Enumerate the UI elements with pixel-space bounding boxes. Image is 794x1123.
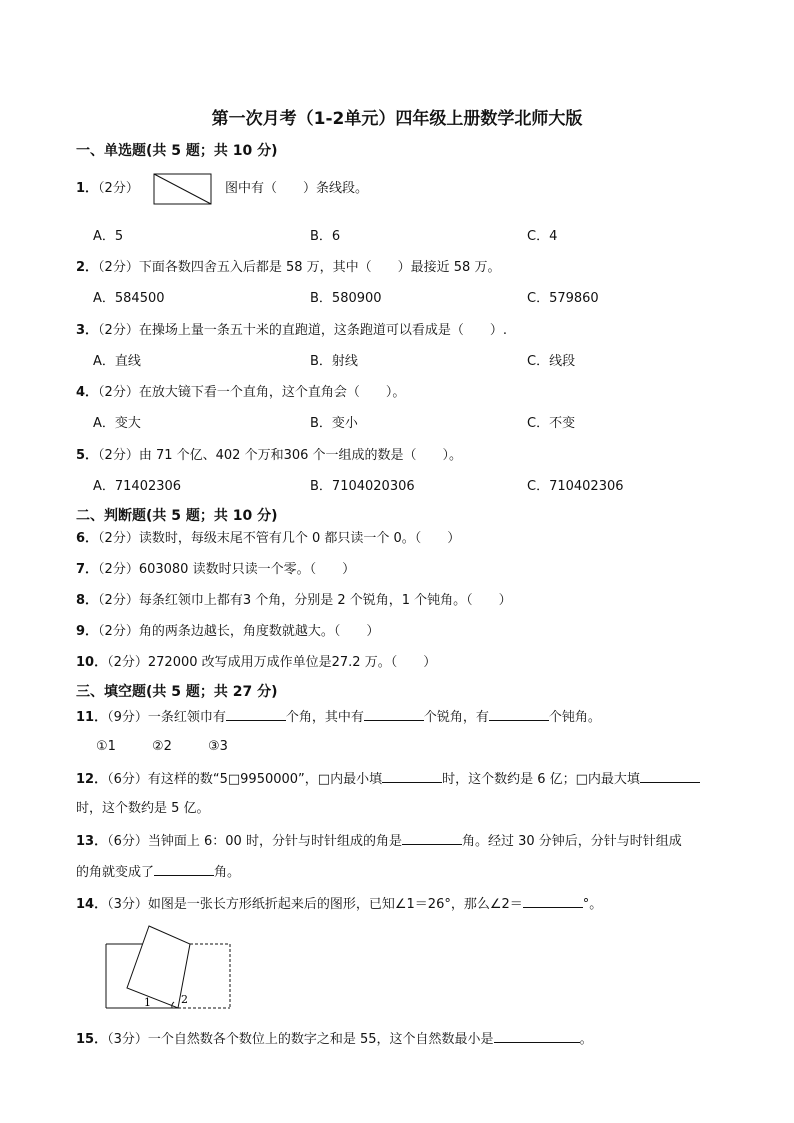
question-2: [76, 258, 500, 278]
section-heading-true-false: 二、判断题(共 5 题；共 10 分): [76, 508, 278, 524]
question-number: 10．: [76, 655, 108, 670]
q3-option-c[interactable]: C．线段: [527, 354, 576, 369]
question-text: 在放大镜下看一个直角，这个直角会（ ）。: [138, 385, 406, 400]
question-1-text: 图中有（ ）条线段。: [225, 181, 369, 196]
question-score: （2分）: [98, 260, 139, 275]
q3-option-b[interactable]: B．射线: [310, 354, 358, 369]
question-text: 一条红领巾有: [147, 710, 226, 725]
question-10: [76, 653, 436, 673]
question-4: [76, 383, 405, 403]
question-text: 。: [579, 1032, 593, 1047]
answer-blank[interactable]: [494, 1028, 580, 1043]
question-12-continued: 时，这个数约是 5 亿。: [76, 801, 210, 816]
question-number: 6．: [76, 531, 99, 546]
question-13: [76, 830, 682, 852]
question-text: 如图是一张长方形纸折起来后的图形，已知∠1＝26°，那么∠2＝: [147, 897, 523, 912]
question-text: 下面各数四舍五入后都是 58 万，其中（ ）最接近 58 万。: [138, 260, 501, 275]
question-score: （3分）: [107, 1032, 148, 1047]
question-11: [76, 706, 601, 728]
question-text: 时，这个数约是 6 亿；□内最大填: [442, 772, 640, 787]
q4-option-c[interactable]: C．不变: [527, 416, 576, 431]
answer-blank[interactable]: [640, 768, 700, 783]
question-14: [76, 893, 602, 915]
question-number: 11．: [76, 710, 108, 725]
section-heading-single-choice: 一、单选题(共 5 题；共 10 分): [76, 143, 278, 159]
rectangle-diagonal-figure: [153, 173, 213, 207]
answer-blank[interactable]: [402, 830, 462, 845]
question-text: 角。经过 30 分钟后，分针与时针组成: [461, 834, 682, 849]
question-text: 角的两条边越长，角度数就越大。（ ）: [138, 624, 380, 639]
question-text: 个角，其中有: [285, 710, 364, 725]
question-text: 272000 改写成用万成作单位是27.2 万。（ ）: [147, 655, 437, 670]
question-score: （2分）: [98, 385, 139, 400]
question-score: （2分）: [98, 181, 139, 196]
q2-option-a[interactable]: A．584500: [93, 291, 165, 306]
page-title: 第一次月考（1-2单元）四年级上册数学北师大版: [211, 109, 583, 129]
question-number: 5．: [76, 448, 99, 463]
question-1: [76, 179, 139, 199]
question-text: 由 71 个亿、402 个万和306 个一组成的数是（ ）。: [138, 448, 463, 463]
q2-option-c[interactable]: C．579860: [527, 291, 599, 306]
question-number: 4．: [76, 385, 99, 400]
question-number: 7．: [76, 562, 99, 577]
q5-option-c[interactable]: C．710402306: [527, 479, 624, 494]
answer-blank[interactable]: [523, 893, 583, 908]
question-text: 个钝角。: [548, 710, 601, 725]
question-12: [76, 768, 700, 790]
answer-blank[interactable]: [364, 706, 424, 721]
question-score: （2分）: [98, 448, 139, 463]
q4-option-a[interactable]: A．变大: [93, 416, 141, 431]
q2-option-b[interactable]: B．580900: [310, 291, 382, 306]
question-number: 1．: [76, 181, 99, 196]
question-number: 9．: [76, 624, 99, 639]
question-text: 读数时，每级末尾不管有几个 0 都只读一个 0。（ ）: [138, 531, 461, 546]
question-9: [76, 622, 379, 642]
q5-option-b[interactable]: B．7104020306: [310, 479, 415, 494]
answer-blank[interactable]: [226, 706, 286, 721]
question-text: 个锐角，有: [423, 710, 489, 725]
question-5: [76, 446, 462, 466]
question-number: 8．: [76, 593, 99, 608]
q11-choice-1[interactable]: ①1: [96, 739, 116, 754]
question-number: 14．: [76, 897, 108, 912]
question-3: [76, 321, 507, 341]
q11-choice-2[interactable]: ②2: [152, 739, 172, 754]
question-text: 的角就变成了: [76, 865, 155, 880]
question-text: 角。: [214, 865, 241, 880]
q1-option-b[interactable]: B．6: [310, 229, 341, 244]
answer-blank[interactable]: [154, 861, 214, 876]
answer-blank[interactable]: [489, 706, 549, 721]
question-score: （6分）: [107, 772, 148, 787]
question-score: （2分）: [98, 624, 139, 639]
question-text: °。: [582, 897, 603, 912]
question-text: 每条红领巾上都有3 个角，分别是 2 个锐角，1 个钝角。（ ）: [138, 593, 512, 608]
angle-2-label: 2: [181, 993, 188, 1006]
q4-option-b[interactable]: B．变小: [310, 416, 358, 431]
q3-option-a[interactable]: A．直线: [93, 354, 141, 369]
question-number: 12．: [76, 772, 108, 787]
question-7: [76, 560, 355, 580]
question-text: 603080 读数时只读一个零。（ ）: [138, 562, 356, 577]
question-score: （2分）: [98, 531, 139, 546]
question-text: 在操场上量一条五十米的直跑道，这条跑道可以看成是（ ）.: [138, 323, 507, 338]
question-score: （2分）: [107, 655, 148, 670]
question-score: （2分）: [98, 323, 139, 338]
q1-option-a[interactable]: A．5: [93, 229, 124, 244]
q5-option-a[interactable]: A．71402306: [93, 479, 182, 494]
question-number: 3．: [76, 323, 99, 338]
question-number: 2．: [76, 260, 99, 275]
question-8: [76, 591, 512, 611]
question-15: [76, 1028, 593, 1050]
section-heading-fill-in: 三、填空题(共 5 题；共 27 分): [76, 684, 278, 700]
q11-choice-3[interactable]: ③3: [208, 739, 228, 754]
question-score: （2分）: [98, 562, 139, 577]
q1-option-c[interactable]: C．4: [527, 229, 558, 244]
folded-paper-figure: [100, 922, 236, 1014]
answer-blank[interactable]: [382, 768, 442, 783]
question-6: [76, 529, 460, 549]
question-number: 13．: [76, 834, 108, 849]
question-13-continued: [76, 861, 240, 883]
question-text: 当钟面上 6：00 时，分针与时针组成的角是: [147, 834, 402, 849]
question-number: 15．: [76, 1032, 108, 1047]
question-score: （3分）: [107, 897, 148, 912]
question-score: （2分）: [98, 593, 139, 608]
question-score: （9分）: [107, 710, 148, 725]
question-score: （6分）: [107, 834, 148, 849]
question-text: 有这样的数“5□9950000”，□内最小填: [147, 772, 383, 787]
angle-1-label: 1: [144, 996, 151, 1009]
question-text: 一个自然数各个数位上的数字之和是 55，这个自然数最小是: [147, 1032, 494, 1047]
